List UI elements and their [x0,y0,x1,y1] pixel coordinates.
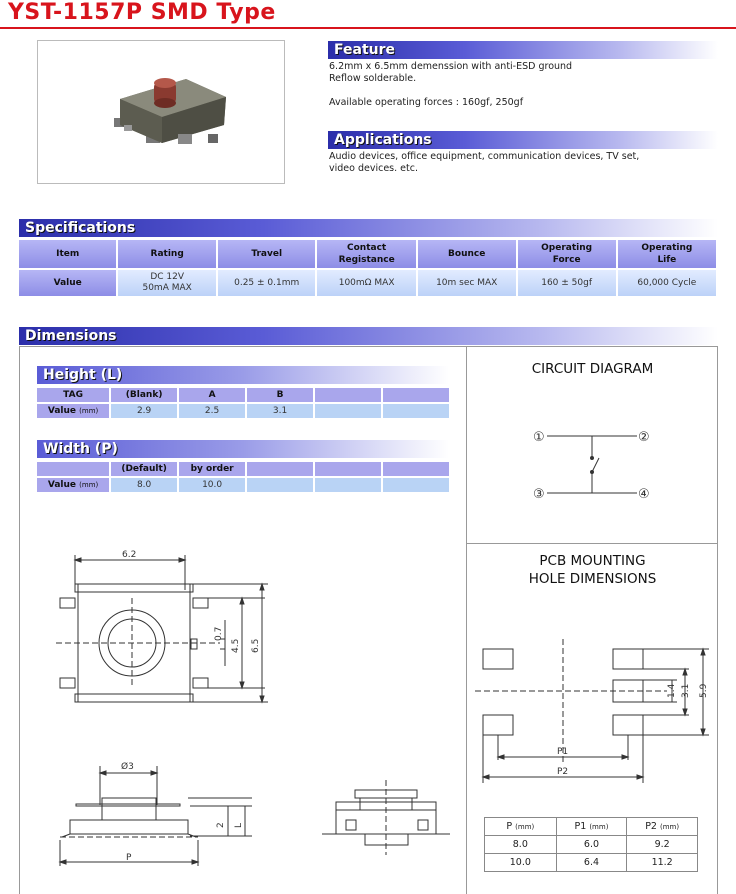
feature-header: Feature [328,41,718,59]
dim-label-0-7: 0.7 [214,626,224,641]
dim-label-diameter: Ø3 [121,762,134,772]
circuit-pin-3: ③ [533,487,545,502]
width-col-empty [315,462,381,476]
pcb-header-p: P (mm) [485,818,557,836]
spec-contact: 100mΩ MAX [317,270,415,296]
spec-force: 160 ± 50gf [518,270,616,296]
spec-value-label: Value [19,270,116,296]
width-col-empty [247,462,313,476]
width-value-default: 8.0 [111,478,177,492]
feature-line-3: Available operating forces : 160gf, 250gf [329,97,524,108]
height-value-blank: 2.9 [111,404,177,418]
width-value-empty [247,478,313,492]
pcb-label-1-4: 1.4 [667,683,677,698]
pcb-label-p1: P1 [557,747,569,757]
dimensions-header: Dimensions [19,327,718,345]
applications-line-1: Audio devices, office equipment, communication devices, TV set, [329,151,640,162]
circuit-pin-4: ④ [638,487,650,502]
pcb-header-p1: P1 (mm) [556,818,627,836]
product-photo [37,40,285,184]
title-divider [0,27,736,29]
pcb-cell: 6.0 [556,836,627,854]
height-col-b: B [247,388,313,402]
dim-label-6-5: 6.5 [251,638,261,653]
width-value-label: Value (mm) [37,478,109,492]
circuit-pin-1: ① [533,430,545,445]
circuit-diagram [467,420,718,510]
height-col-a: A [179,388,245,402]
height-header: Height (L) [37,366,449,384]
height-value-label: Value (mm) [37,404,109,418]
height-table [35,386,451,420]
width-col-by-order: by order [179,462,245,476]
circuit-title: CIRCUIT DIAGRAM [531,361,654,377]
pcb-cell: 10.0 [485,854,557,872]
height-col-empty [383,388,449,402]
pcb-cell: 6.4 [556,854,627,872]
feature-line-2: Reflow solderable. [329,73,417,84]
pcb-cell: 8.0 [485,836,557,854]
spec-header-force: Operating Force [518,240,616,268]
dim-label-l: L [234,822,244,828]
pcb-title-line-1: PCB MOUNTING [539,553,646,569]
dim-label-2: 2 [216,822,226,828]
spec-header-rating: Rating [118,240,216,268]
height-value-a: 2.5 [179,404,245,418]
height-tag-label: TAG [37,388,109,402]
specifications-header: Specifications [19,219,718,237]
dimensions-horizontal-divider [466,543,718,544]
dim-label-6-2: 6.2 [122,550,137,560]
height-col-blank: (Blank) [111,388,177,402]
feature-line-1: 6.2mm x 6.5mm demenssion with anti-ESD ground [329,61,573,72]
specifications-table [17,238,718,298]
width-tag-empty [37,462,109,476]
dim-label-4-5: 4.5 [231,638,241,653]
pcb-cell: 11.2 [627,854,698,872]
width-col-empty [383,462,449,476]
width-value-by-order: 10.0 [179,478,245,492]
pcb-title-line-2: HOLE DIMENSIONS [528,571,657,587]
height-value-empty [315,404,381,418]
spec-header-item: Item [19,240,116,268]
width-value-empty [315,478,381,492]
width-table [35,460,451,494]
circuit-pin-2: ② [638,430,650,445]
pcb-cell: 9.2 [627,836,698,854]
height-value-empty [383,404,449,418]
spec-header-contact: Contact Registance [317,240,415,268]
spec-travel: 0.25 ± 0.1mm [218,270,316,296]
mechanical-drawing [20,540,465,894]
pcb-table [484,817,698,872]
pcb-label-3-1: 3.1 [681,683,691,698]
spec-rating: DC 12V 50mA MAX [118,270,216,296]
applications-header: Applications [328,131,718,149]
spec-life: 60,000 Cycle [618,270,716,296]
spec-header-travel: Travel [218,240,316,268]
pcb-drawing [467,635,718,785]
height-col-empty [315,388,381,402]
pcb-header-p2: P2 (mm) [627,818,698,836]
page-title: YST-1157P SMD Type [8,0,276,25]
width-header: Width (P) [37,440,449,458]
width-col-default: (Default) [111,462,177,476]
pcb-label-5-9: 5.9 [699,683,709,698]
spec-header-bounce: Bounce [418,240,516,268]
dim-label-p: P [126,853,132,863]
spec-header-life: Operating Life [618,240,716,268]
width-value-empty [383,478,449,492]
applications-line-2: video devices. etc. [329,163,418,174]
pcb-label-p2: P2 [557,767,569,777]
height-value-b: 3.1 [247,404,313,418]
spec-bounce: 10m sec MAX [418,270,516,296]
